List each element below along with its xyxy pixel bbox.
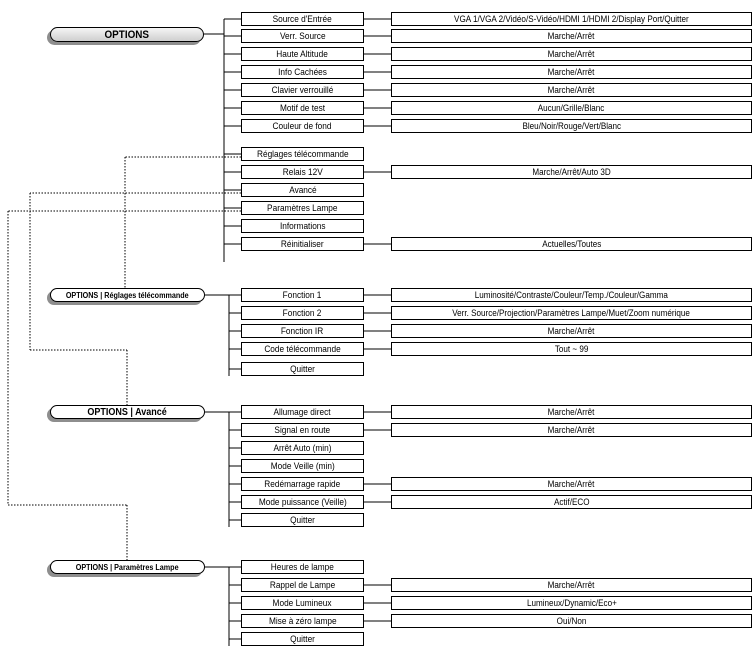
option-values-fonction-ir [391, 324, 752, 338]
option-values-label: Marche/Arrêt [548, 49, 595, 59]
menu-item-reglages-telecommande [241, 147, 364, 161]
menu-item-label: Clavier verrouillé [271, 85, 334, 95]
menu-item-verr-source [241, 29, 364, 43]
menu-item-rappel-de-lampe [241, 578, 364, 592]
remote-settings-header [50, 288, 205, 302]
option-values-label: Marche/Arrêt [548, 67, 595, 77]
option-values-info-cachees [391, 65, 752, 79]
option-values-label: Aucun/Grille/Blanc [538, 103, 605, 113]
menu-item-label: Couleur de fond [273, 121, 332, 131]
menu-item-label: Motif de test [279, 103, 326, 113]
remote-settings-header-label: OPTIONS | Réglages télécommande [66, 290, 189, 300]
option-values-label: Marche/Arrêt [548, 580, 595, 590]
option-values-label: Marche/Arrêt/Auto 3D [532, 167, 611, 177]
option-values-label: Marche/Arrêt [548, 479, 595, 489]
option-values-code-telecommande [391, 342, 752, 356]
menu-item-label: Relais 12V [282, 167, 323, 177]
menu-item-label: Rappel de Lampe [269, 580, 336, 590]
advanced-header [50, 405, 205, 419]
option-values-label: VGA 1/VGA 2/Vidéo/S-Vidéo/HDMI 1/HDMI 2/Display Port/Quitter [454, 14, 689, 24]
option-values-verr-source [391, 29, 752, 43]
option-values-signal-en-route [391, 423, 752, 437]
menu-item-arret-auto-min [241, 441, 364, 455]
menu-item-label: Code télécommande [264, 344, 341, 354]
option-values-label: Bleu/Noir/Rouge/Vert/Blanc [522, 121, 621, 131]
menu-item-mode-lumineux [241, 596, 364, 610]
menu-item-source-d-entree [241, 12, 364, 26]
options-main-header [50, 27, 204, 42]
menu-item-couleur-de-fond [241, 119, 364, 133]
option-values-label: Actif/ECO [553, 497, 590, 507]
option-values-label: Lumineux/Dynamic/Eco+ [526, 598, 617, 608]
menu-item-quitter [241, 513, 364, 527]
lamp-settings-header-label: OPTIONS | Paramètres Lampe [76, 562, 179, 572]
menu-item-label: Redémarrage rapide [264, 479, 341, 489]
menu-item-reinitialiser [241, 237, 364, 251]
option-values-couleur-de-fond [391, 119, 752, 133]
menu-item-mise-a-zero-lampe [241, 614, 364, 628]
menu-item-allumage-direct [241, 405, 364, 419]
menu-item-label: Mode Veille (min) [270, 461, 335, 471]
menu-item-label: Info Cachées [278, 67, 327, 77]
menu-item-label: Quitter [290, 634, 315, 644]
menu-item-avance [241, 183, 364, 197]
menu-item-fonction-1 [241, 288, 364, 302]
menu-item-label: Paramètres Lampe [267, 203, 338, 213]
option-values-label: Actuelles/Toutes [541, 239, 601, 249]
menu-item-label: Verr. Source [279, 31, 326, 41]
option-values-label: Marche/Arrêt [548, 326, 595, 336]
menu-item-label: Réglages télécommande [256, 149, 349, 159]
menu-item-parametres-lampe [241, 201, 364, 215]
menu-item-mode-puissance-veille [241, 495, 364, 509]
menu-item-label: Heures de lampe [270, 562, 335, 572]
menu-item-fonction-ir [241, 324, 364, 338]
advanced-header-label: OPTIONS | Avancé [87, 406, 168, 418]
option-values-label: Marche/Arrêt [548, 425, 595, 435]
option-values-fonction-1 [391, 288, 752, 302]
menu-item-label: Fonction 2 [283, 308, 322, 318]
option-values-clavier-verrouille [391, 83, 752, 97]
menu-item-haute-altitude [241, 47, 364, 61]
menu-item-heures-de-lampe [241, 560, 364, 574]
option-values-redemarrage-rapide [391, 477, 752, 491]
option-values-label: Marche/Arrêt [548, 31, 595, 41]
menu-item-code-telecommande [241, 342, 364, 356]
menu-item-label: Informations [279, 221, 326, 231]
option-values-label: Verr. Source/Projection/Paramètres Lampe/Muet/Zoom numérique [452, 308, 691, 318]
option-values-label: Oui/Non [556, 616, 587, 626]
option-values-haute-altitude [391, 47, 752, 61]
option-values-relais-12v [391, 165, 752, 179]
menu-item-label: Signal en route [274, 425, 331, 435]
menu-item-relais-12v [241, 165, 364, 179]
option-values-allumage-direct [391, 405, 752, 419]
menu-item-label: Haute Altitude [276, 49, 329, 59]
menu-item-label: Mise à zéro lampe [268, 616, 337, 626]
menu-item-info-cachees [241, 65, 364, 79]
lamp-settings-header [50, 560, 205, 574]
option-values-label: Marche/Arrêt [548, 407, 595, 417]
option-values-fonction-2 [391, 306, 752, 320]
menu-item-label: Source d'Entrée [272, 14, 333, 24]
option-values-mode-puissance-veille [391, 495, 752, 509]
menu-item-label: Quitter [290, 515, 315, 525]
menu-item-clavier-verrouille [241, 83, 364, 97]
menu-item-signal-en-route [241, 423, 364, 437]
option-values-reinitialiser [391, 237, 752, 251]
menu-item-label: Quitter [290, 364, 315, 374]
option-values-source-d-entree [391, 12, 752, 26]
menu-item-quitter [241, 362, 364, 376]
menu-item-informations [241, 219, 364, 233]
menu-item-label: Mode puissance (Veille) [258, 497, 347, 507]
menu-item-fonction-2 [241, 306, 364, 320]
option-values-mode-lumineux [391, 596, 752, 610]
option-values-rappel-de-lampe [391, 578, 752, 592]
menu-item-redemarrage-rapide [241, 477, 364, 491]
option-values-label: Tout ~ 99 [554, 344, 589, 354]
menu-item-label: Arrêt Auto (min) [273, 443, 332, 453]
option-values-mise-a-zero-lampe [391, 614, 752, 628]
option-values-label: Marche/Arrêt [548, 85, 595, 95]
option-values-motif-de-test [391, 101, 752, 115]
menu-item-label: Réinitialiser [281, 239, 324, 249]
menu-item-label: Allumage direct [273, 407, 332, 417]
menu-item-label: Mode Lumineux [273, 598, 332, 608]
menu-item-mode-veille-min [241, 459, 364, 473]
options-main-header-label: OPTIONS [104, 28, 150, 41]
option-values-label: Luminosité/Contraste/Couleur/Temp./Couleur/Gamma [474, 290, 669, 300]
menu-item-label: Fonction 1 [283, 290, 322, 300]
menu-item-quitter [241, 632, 364, 646]
menu-item-label: Fonction IR [281, 326, 324, 336]
menu-item-motif-de-test [241, 101, 364, 115]
menu-item-label: Avancé [288, 185, 317, 195]
